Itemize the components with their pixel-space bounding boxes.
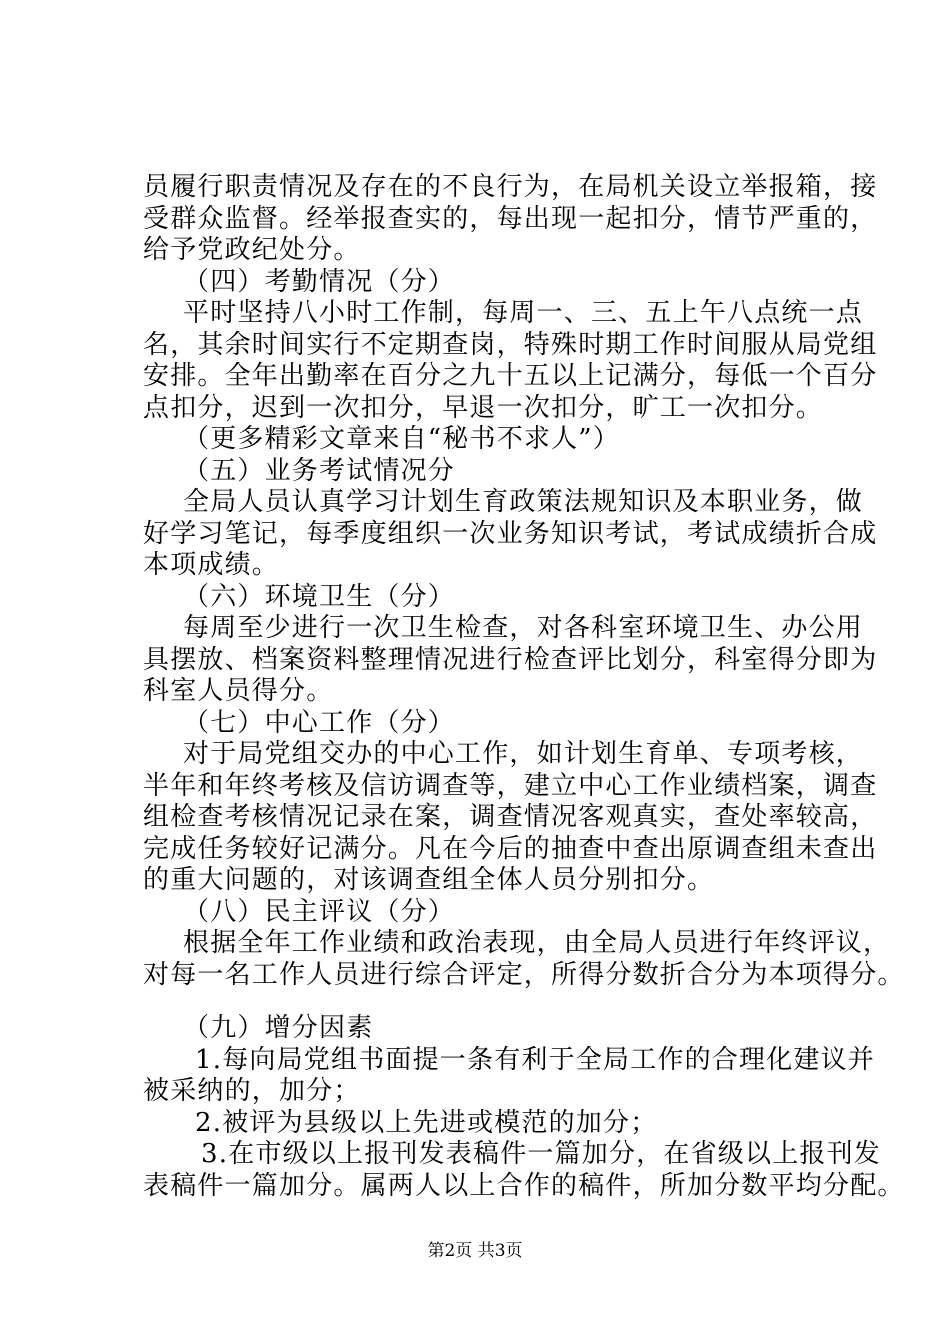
paragraph-gap bbox=[143, 991, 863, 1013]
body-line: 半年和年终考核及信访调查等，建立中心工作业绩档案，调查 bbox=[143, 770, 878, 801]
section-heading-exam: （五）业务考试情况分 bbox=[183, 455, 456, 486]
body-line: 好学习笔记，每季度组织一次业务知识考试，考试成绩折合成 bbox=[143, 518, 878, 549]
list-item: 1.每向局党组书面提一条有利于全局工作的合理化建议并 bbox=[195, 1044, 876, 1075]
body-line: 完成任务较好记满分。凡在今后的抽查中查出原调查组未查出 bbox=[143, 833, 878, 864]
body-line: 科室人员得分。 bbox=[143, 676, 334, 706]
section-heading-bonus: （九）增分因素 bbox=[183, 1013, 374, 1043]
body-line: 表稿件一篇加分。属两人以上合作的稿件，所加分数平均分配。 bbox=[143, 1170, 905, 1201]
body-line: 组检查考核情况记录在案，调查情况客观真实，查处率较高， bbox=[143, 802, 878, 832]
section-heading-central-work: （七）中心工作（分） bbox=[183, 707, 456, 738]
body-line: 对每一名工作人员进行综合评定，所得分数折合分为本项得分。 bbox=[143, 959, 905, 990]
list-item: 2.被评为县级以上先进或模范的加分； bbox=[195, 1107, 658, 1138]
source-note: （更多精彩文章来自“秘书不求人”） bbox=[183, 424, 620, 454]
document-body bbox=[143, 172, 905, 1202]
body-line: 名，其余时间实行不定期查岗，特殊时期工作时间服从局党组 bbox=[143, 329, 878, 360]
page-number-footer: 第2页 共3页 bbox=[427, 1241, 523, 1261]
body-line: 员履行职责情况及存在的不良行为，在局机关设立举报箱，接 bbox=[143, 172, 878, 202]
body-line: 受群众监督。经举报查实的，每出现一起扣分，情节严重的， bbox=[143, 203, 878, 234]
list-item: 3.在市级以上报刊发表稿件一篇加分，在省级以上报刊发 bbox=[201, 1139, 882, 1169]
body-line: 点扣分，迟到一次扣分，早退一次扣分，旷工一次扣分。 bbox=[143, 392, 824, 423]
body-line: 全局人员认真学习计划生育政策法规知识及本职业务，做 bbox=[183, 487, 864, 517]
body-line: 本项成绩。 bbox=[143, 550, 280, 580]
body-line: 安排。全年出勤率在百分之九十五以上记满分，每低一个百分 bbox=[143, 361, 878, 391]
section-heading-hygiene: （六）环境卫生（分） bbox=[183, 581, 456, 612]
body-line: 被采纳的，加分； bbox=[143, 1076, 361, 1106]
body-line: 每周至少进行一次卫生检查，对各科室环境卫生、办公用 bbox=[183, 613, 864, 643]
section-heading-attendance: （四）考勤情况（分） bbox=[183, 266, 456, 297]
body-line: 的重大问题的，对该调查组全体人员分别扣分。 bbox=[143, 865, 715, 895]
body-line: 对于局党组交办的中心工作，如计划生育单、专项考核， bbox=[183, 739, 864, 769]
section-heading-evaluation: （八）民主评议（分） bbox=[183, 896, 456, 927]
body-line: 具摆放、档案资料整理情况进行检查评比划分，科室得分即为 bbox=[143, 644, 878, 675]
body-line: 平时坚持八小时工作制，每周一、三、五上午八点统一点 bbox=[183, 298, 864, 328]
body-line: 根据全年工作业绩和政治表现，由全局人员进行年终评议， bbox=[183, 928, 891, 958]
body-line: 给予党政纪处分。 bbox=[143, 235, 361, 265]
